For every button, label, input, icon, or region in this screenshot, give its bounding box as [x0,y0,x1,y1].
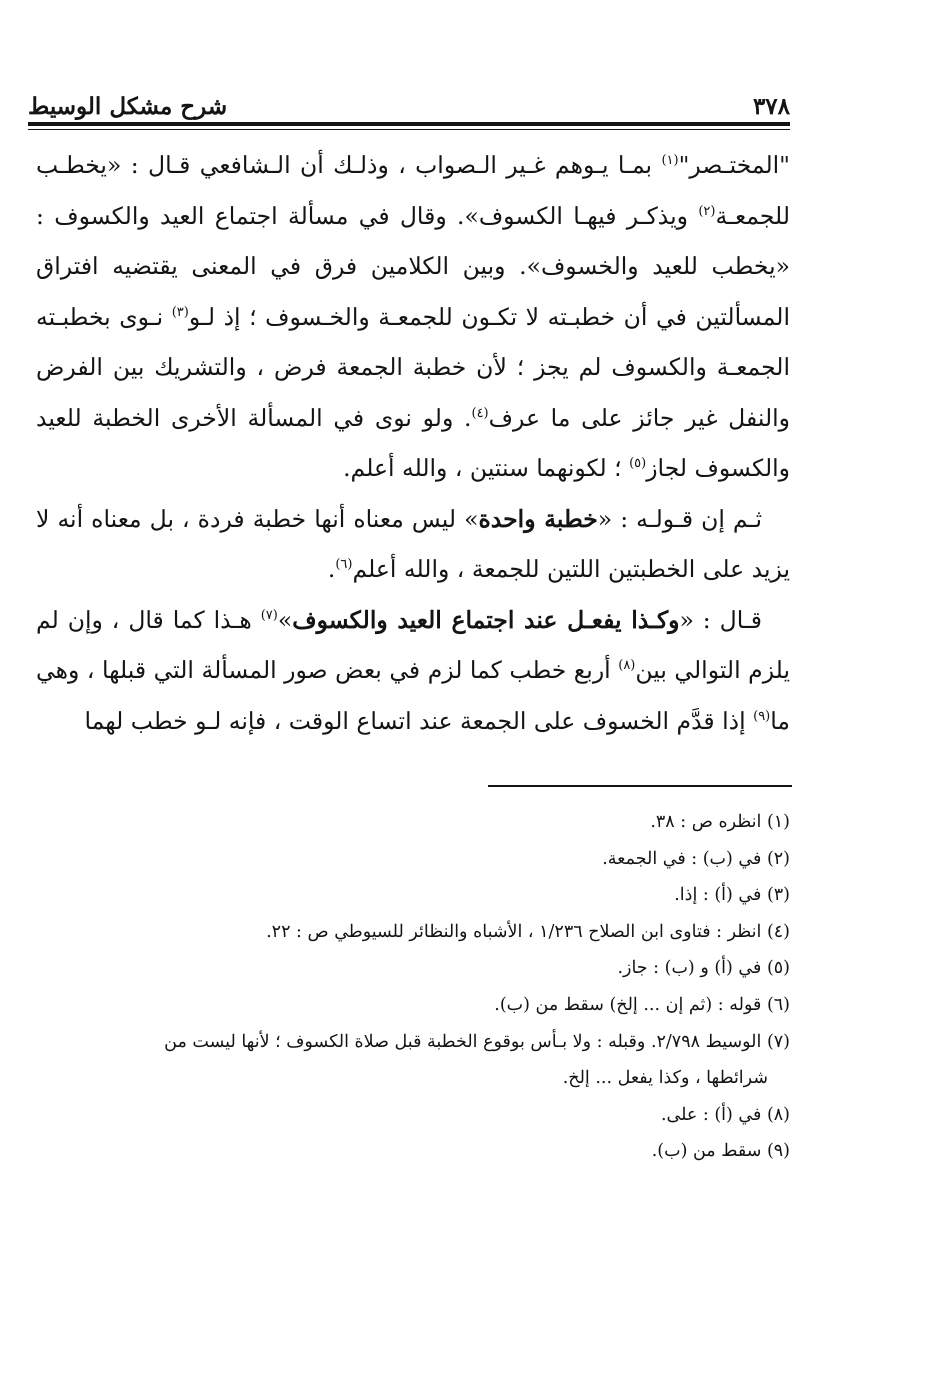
footnote-ref-9[interactable]: (٩) [753,708,771,724]
footnote-ref-2[interactable]: (٢) [698,203,716,219]
text-run: » [277,605,293,634]
footnote-ref-4[interactable]: (٤) [471,405,489,421]
footnote-number: (٥) [766,958,790,979]
footnote-text: الوسيط ٢/٧٩٨. وقبله : ولا بـأس بوقوع الخطبة قبل صلاة الكسوف ؛ لأنها ليست من [164,1031,767,1052]
footnote-ref-1[interactable]: (١) [661,153,679,169]
footnote-text: سقط من (ب). [651,1141,767,1162]
footnote-number: (٦) [766,994,790,1015]
footnote-9 [36,1133,790,1170]
text-run: قـال : « [679,605,763,634]
footnote-separator [488,785,792,787]
paragraph-1 [36,140,790,494]
text-run: ثـم إن قـولـه : « [597,504,762,533]
footnote-number: (٤) [766,921,790,942]
text-run: "المختـصر" [678,151,790,179]
footnote-text: قوله : (ثم إن ... إلخ) سقط من (ب). [494,994,767,1015]
footnote-3 [36,877,790,914]
footnote-7 [36,1024,790,1061]
paragraph-2 [36,494,790,595]
footnote-number: (٨) [766,1104,790,1125]
footnote-number: (٩) [766,1141,790,1162]
running-title: شرح مشكل الوسيط [28,93,228,120]
footnote-5 [36,950,790,987]
footnote-4 [36,914,790,951]
text-run: . [327,555,336,583]
footnote-text: في (أ) : على. [660,1104,767,1125]
quoted-phrase: خطبة واحدة [478,504,598,533]
running-header [28,82,790,122]
footnote-1 [36,804,790,841]
footnote-text: انظر : فتاوى ابن الصلاح ١/٢٣٦ ، الأشباه والنظائر للسيوطي ص : ٢٢. [266,921,767,942]
footnote-2 [36,841,790,878]
footnote-7-continuation: شرائطها ، وكذا يفعل ... إلخ. [562,1068,768,1089]
main-text [36,140,790,746]
footnotes [36,804,790,1170]
text-run: إذا قدَّم الخسوف على الجمعة عند اتساع الوقت ، فإنه لـو خطب لهما [84,706,754,735]
quoted-phrase: وكـذا يفعـل عند اجتماع العيد والكسوف [292,605,680,634]
footnote-number: (١) [766,812,790,832]
footnote-text: في (أ) و (ب) : جاز. [617,958,767,979]
text-run: نـوى بخطبـته الجمعـة والكسوف لم يجز ؛ لأن خطبة الجمعة فرض ، والتشريك بين الفرض والنفل غير جائز على ما عرف [36,302,790,432]
text-run: هـذا كما قال ، وإن لم يلزم التوالي بين [36,605,790,684]
text-run: ويذكـر فيهـا الكسوف». وقال في مسألة اجتماع العيد والكسوف : «يخطب للعيد والخسوف». وبين الكلامين فرق في المعنى يقتضيه افتراق المسألتين في أن خطبـته لا تكـون للجمعـة والخـسوف ؛ إذ لـو [36,201,790,331]
footnote-number: (٣) [766,885,790,906]
footnote-ref-5[interactable]: (٥) [629,456,647,472]
text-run: . ولو نوى في المسألة الأخرى الخطبة للعيد والكسوف لجاز [36,403,790,482]
page-number: ٣٧٨ [752,93,790,120]
text-run: » ليس معناه أنها خطبة فردة ، بل معناه أنه لا يزيد على الخطبتين اللتين للجمعة ، والله أعلم [36,504,790,583]
footnote-ref-3[interactable]: (٣) [171,304,189,320]
footnote-number: (٧) [766,1031,790,1052]
footnote-number: (٢) [766,848,790,869]
header-rule-thin [28,129,790,130]
text-run: بمـا يـوهم غـير الـصواب ، وذلـك أن الـشافعي قـال : «يخطـب للجمعـة [36,151,790,230]
footnote-ref-8[interactable]: (٨) [618,658,636,674]
footnote-ref-7[interactable]: (٧) [260,607,278,623]
footnote-8 [36,1097,790,1134]
footnote-text: في (أ) : إذا. [674,885,767,906]
footnote-ref-6[interactable]: (٦) [335,557,353,573]
footnote-text: انظره ص : ٣٨. [650,812,767,832]
paragraph-3 [36,595,790,747]
footnote-text: في (ب) : في الجمعة. [602,848,767,869]
footnote-6 [36,987,790,1024]
text-run: ؛ لكونهما سنتين ، والله أعلم. [343,454,630,482]
header-rule-thick [28,122,790,126]
text-run: أربع خطب كما لزم في بعض صور المسألة التي قبلها ، وهي ما [36,656,790,735]
